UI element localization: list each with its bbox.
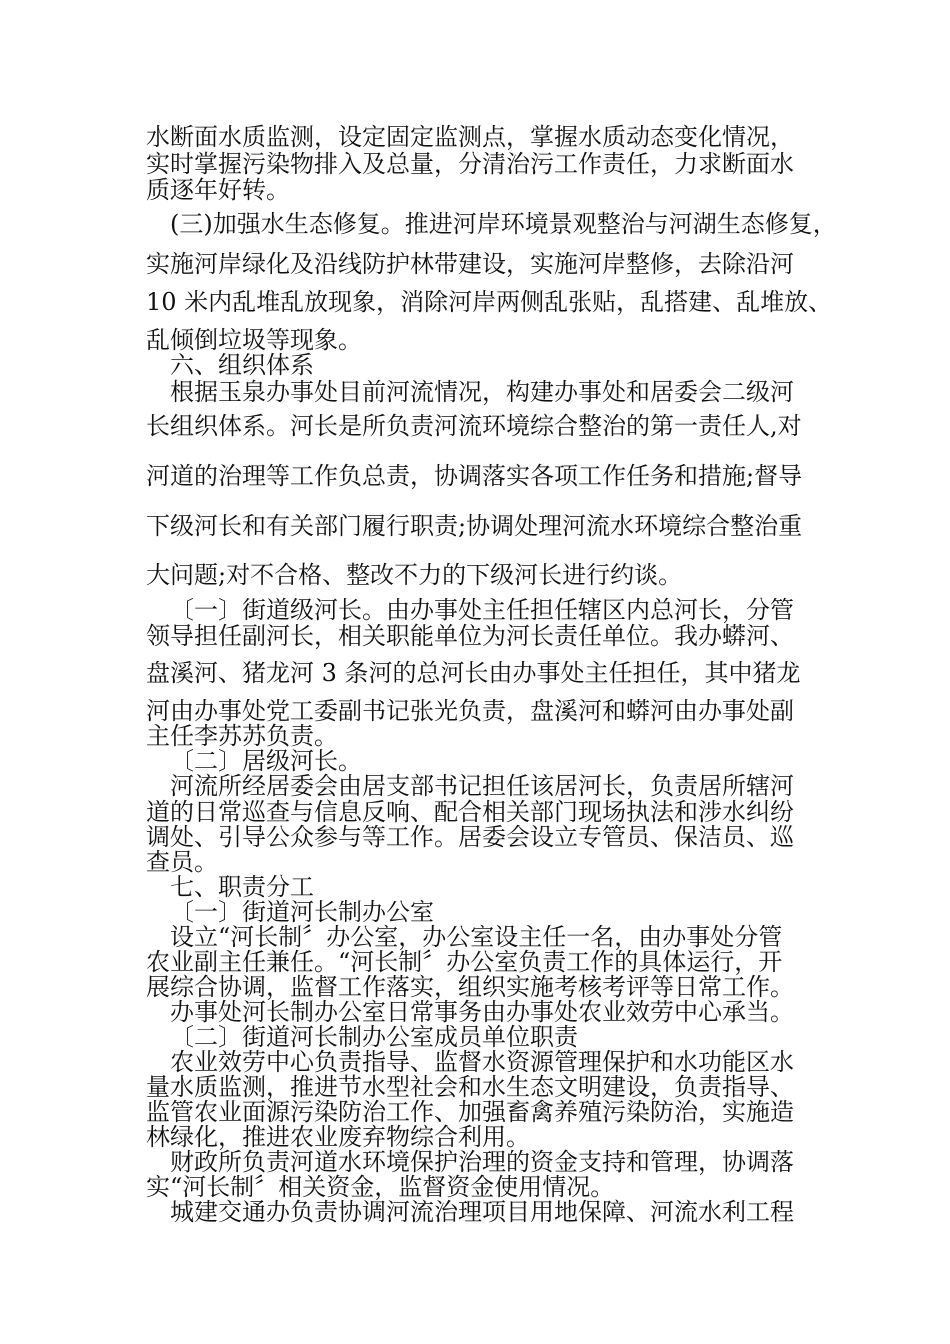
text-line: 河流所经居委会由居支部书记担任该居河长，负责居所辖河 [170,772,794,800]
text-line: 设立“河长制〞办公室，办公室设主任一名，由办事处分管 [170,923,783,951]
text-line: 实“河长制〞相关资金，监督资金使用情况。 [146,1173,615,1201]
text-line: 根据玉泉办事处目前河流情况，构建办事处和居委会二级河 [170,378,794,406]
text-line: 〔二〕街道河长制办公室成员单位职责 [170,1023,578,1051]
text-line: 长组织体系。河长是所负责河流环境综合整治的第一责任人,对 [146,412,802,440]
text-line: 〔一〕街道级河长。由办事处主任担任辖区内总河长，分管 [170,596,794,624]
text-line: 查员。 [146,848,218,876]
text-line: 河道的治理等工作负总责，协调落实各项工作任务和措施;督导 [146,462,803,490]
text-line: 道的日常巡查与信息反响、配合相关部门现场执法和涉水纠纷 [146,798,794,826]
text-line: 办事处河长制办公室日常事务由办事处农业效劳中心承当。 [170,998,794,1026]
text-line: 城建交通办负责协调河流治理项目用地保障、河流水利工程 [170,1198,794,1226]
text-line: 展综合协调，监督工作落实，组织实施考核考评等日常工作。 [146,973,794,1001]
text-line: 林绿化，推进农业废弃物综合利用。 [146,1123,530,1151]
text-line: 下级河长和有关部门履行职责;协调处理河流水环境综合整治重 [146,512,803,540]
text-line: 农业副主任兼任。“河长制〞办公室负责工作的具体运行，开 [146,948,783,976]
section-heading: 七、职责分工 [170,873,314,901]
text-line: 10 米内乱堆乱放现象，消除河岸两侧乱张贴，乱搭建、乱堆放、 [146,288,833,316]
text-line: 大问题;对不合格、整改不力的下级河长进行约谈。 [146,561,683,589]
text-line: 水断面水质监测，设定固定监测点，掌握水质动态变化情况， [146,123,794,151]
text-line: 河由办事处党工委副书记张光负责，盘溪河和蟒河由办事处副 [146,697,794,725]
text-line: (三)加强水生态修复。推进河岸环境景观整治与河湖生态修复， [170,210,837,238]
text-line: 实施河岸绿化及沿线防护林带建设，实施河岸整修，去除沿河 [146,250,794,278]
text-line: 盘溪河、猪龙河 3 条河的总河长由办事处主任担任，其中猪龙 [146,659,801,687]
text-line: 监管农业面源污染防治工作、加强畜禽养殖污染防治，实施造 [146,1098,794,1126]
text-line: 质逐年好转。 [146,176,290,204]
text-line: 〔一〕街道河长制办公室 [170,898,434,926]
text-line: 财政所负责河道水环境保护治理的资金支持和管理，协调落 [170,1148,794,1176]
text-line: 量水质监测，推进节水型社会和水生态文明建设，负责指导、 [146,1073,794,1101]
text-line: 主任李苏苏负责。 [146,722,338,750]
section-heading: 六、组织体系 [170,351,314,379]
text-line: 调处、引导公众参与等工作。居委会设立专管员、保洁员、巡 [146,823,794,851]
text-line: 乱倾倒垃圾等现象。 [146,326,362,354]
text-line: 领导担任副河长，相关职能单位为河长责任单位。我办蟒河、 [146,622,794,650]
text-line: 农业效劳中心负责指导、监督水资源管理保护和水功能区水 [170,1048,794,1076]
text-line: 实时掌握污染物排入及总量，分清治污工作责任，力求断面水 [146,150,794,178]
text-line: 〔二〕居级河长。 [170,747,362,775]
